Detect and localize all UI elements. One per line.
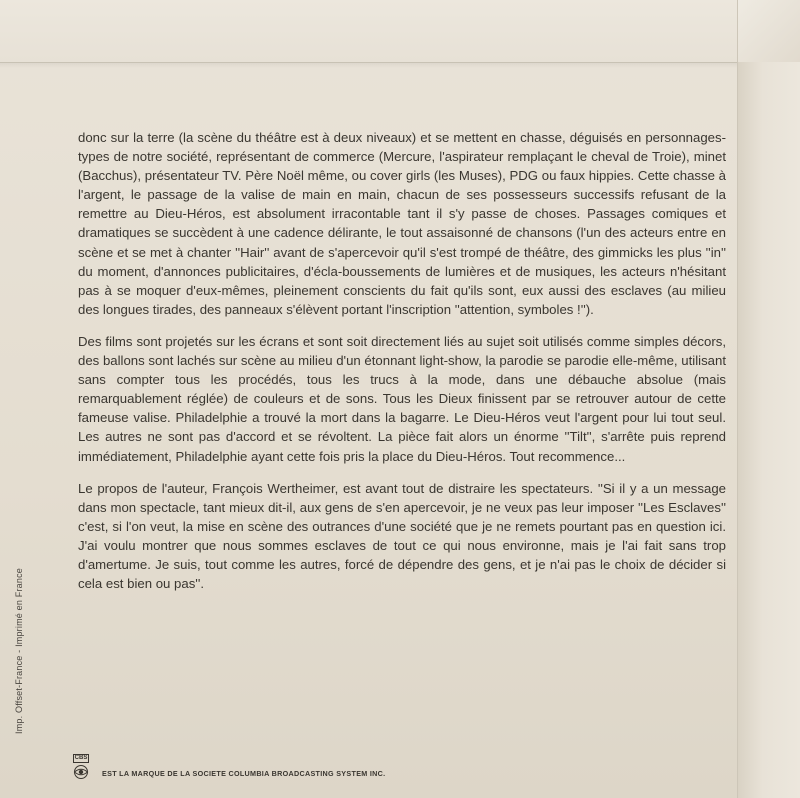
cbs-logo-text: CBS — [74, 755, 88, 761]
printer-imprint: Imp. Offset-France - Imprimé en France — [14, 568, 24, 734]
cbs-footer — [70, 752, 385, 782]
corner-fold — [738, 0, 800, 62]
flap-crease — [0, 62, 738, 68]
right-flap — [737, 0, 800, 798]
cbs-eye-icon — [72, 765, 90, 779]
top-flap — [0, 0, 800, 63]
trademark-notice: EST LA MARQUE DE LA SOCIETE COLUMBIA BROADCASTING SYSTEM INC. — [102, 769, 386, 778]
paragraph-2: Des films sont projetés sur les écrans et sont soit directement liés au sujet soit utilisés comme simples décors, des ballons sont lachés sur scène au milieu d'un étonnant light-show, la parodie se parodie elle-même, utilisant sans compter tous les procédés, tous les trucs à la mode, dans une débauche absolue (mais remarquablement réglée) de couleurs et de sons. Tous les Dieux finissent par se retrouver autour de cette fameuse valise. Philadelphie a trouvé la mort dans la bagarre. Le Dieu-Héros veut l'argent pour lui tout seul. Les autres ne sont pas d'accord et se révoltent. La pièce fait alors un énorme ''Tilt'', s'arrête puis reprend immédiatement, Philadelphie ayant cette fois pris la place du Dieu-Héros. Tout recommence... — [78, 333, 726, 464]
cbs-logo — [70, 754, 92, 782]
liner-notes — [78, 128, 726, 606]
paragraph-1: donc sur la terre (la scène du théâtre est à deux niveaux) et se mettent en chasse, déguisés en personnages-types de notre société, représentant de commerce (Mercure, l'aspirateur remplaçant le cheval de Troie), minet (Bacchus), présentateur TV. Père Noël même, ou cover girls (les Muses), PDG ou faux hippies. Cette chasse à l'argent, le passage de la valise de main en main, chacun de ses possesseurs successifs refusant de la remettre au Dieu-Héros, est absolument irracontable tant il s'y passe de choses. Passages comiques et dramatiques se succèdent à une cadence délirante, le tout assaisonné de chansons (l'un des acteurs entre en scène et se met à chanter ''Hair'' avant de s'apercevoir qu'il s'est trompé de théâtre, des gimmicks les plus ''in'' du moment, d'annonces publicitaires, d'écla-boussements de lumières et de musiques, les acteurs n'hésitant pas à se moquer d'eux-mêmes, pleinement conscients du fait qu'ils sont, eux aussi des esclaves (au milieu des longues tirades, des panneaux s'élèvent portant l'inscription ''attention, symboles !''). — [78, 130, 726, 317]
paragraph-3: Le propos de l'auteur, François Wertheimer, est avant tout de distraire les spectateurs. ''Si il y a un message dans mon spectacle, tant mieux dit-il, aux gens de s'en apercevoir, je ne veux pas leur imposer ''Les Esclaves'' c'est, si l'on veut, la mise en scène des outrances d'une société que je ne remets pourtant pas en question ici. J'ai voulu montrer que nous sommes esclaves de tout ce qui nous environne, mais je l'ai fait sans trop d'amertume. Je suis, tout comme les autres, forcé de dépendre des gens, et je n'ai pas le choix de décider si cela est bien ou pas''. — [78, 480, 726, 592]
